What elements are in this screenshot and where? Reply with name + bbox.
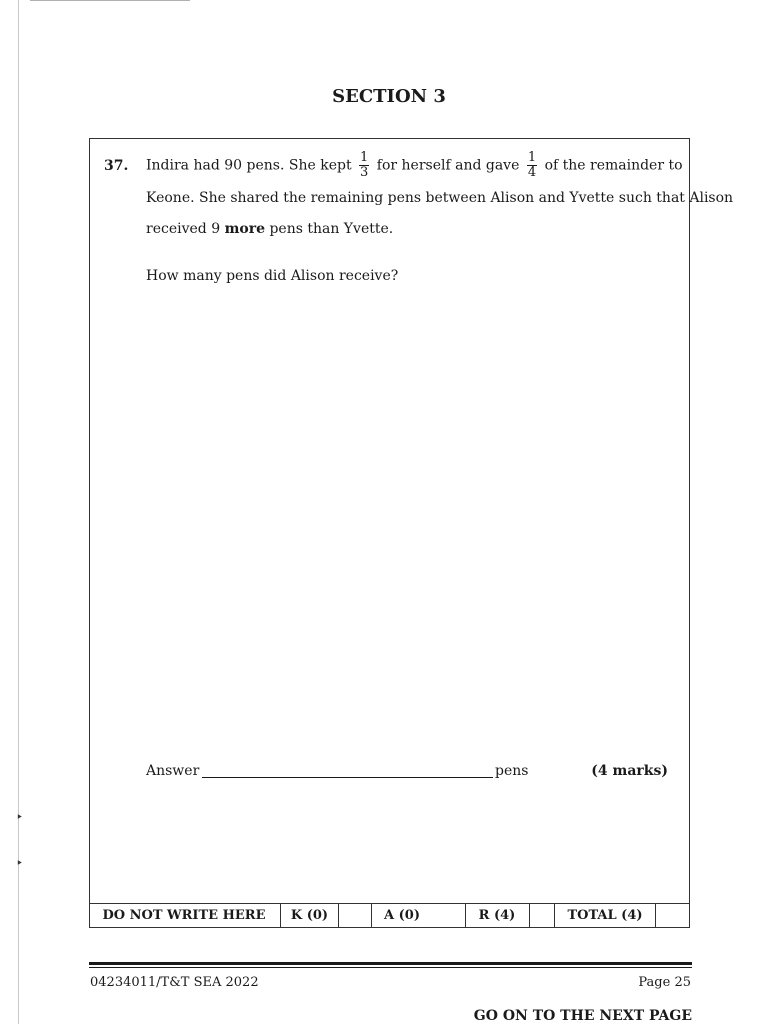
scan-edge-top: [30, 0, 190, 1]
scan-edge-left: [18, 0, 19, 1024]
question-text: of the remainder to: [544, 157, 683, 174]
question-line-3: [146, 221, 393, 237]
fraction-numerator: 1: [527, 150, 537, 165]
page-number: Page 25: [638, 975, 691, 990]
fraction-one-quarter: [527, 151, 537, 180]
question-box: [89, 138, 690, 928]
answer-unit: pens: [495, 763, 529, 779]
answer-row: [146, 763, 668, 783]
score-r-label: R (4): [478, 908, 516, 923]
margin-mark: ‣: [16, 856, 24, 870]
footer-rule: [89, 962, 692, 965]
question-prompt: How many pens did Alison receive?: [146, 268, 399, 284]
score-label: DO NOT WRITE HERE: [102, 908, 266, 923]
score-total-label: TOTAL (4): [567, 908, 643, 923]
question-text: Indira had 90 pens. She kept: [146, 157, 352, 174]
emphasis-more: more: [224, 221, 265, 237]
fraction-denominator: 4: [527, 165, 537, 180]
section-title: SECTION 3: [332, 86, 446, 107]
question-text: for herself and gave: [376, 157, 520, 174]
question-text: received 9: [146, 221, 221, 237]
question-number: 37.: [104, 158, 129, 174]
next-page-notice: GO ON TO THE NEXT PAGE: [473, 1008, 692, 1024]
answer-marks: (4 marks): [591, 763, 668, 779]
fraction-numerator: 1: [360, 150, 369, 165]
question-line-2: Keone. She shared the remaining pens between Alison and Yvette such that Alison: [146, 190, 734, 206]
answer-input-line[interactable]: [202, 777, 493, 778]
question-text: pens than Yvette.: [269, 221, 394, 237]
answer-label: Answer: [146, 763, 200, 779]
score-r-cell: [530, 904, 554, 928]
score-row: [89, 903, 690, 928]
footer-code: 04234011/T&T SEA 2022: [90, 975, 259, 990]
score-total-cell: [656, 904, 688, 928]
fraction-denominator: 3: [360, 165, 369, 180]
score-k-cell: [339, 904, 371, 928]
score-k-label: K (0): [290, 908, 329, 923]
margin-mark: ‣: [16, 810, 24, 824]
footer-rule: [89, 967, 692, 968]
question-line-1: [146, 151, 683, 180]
fraction-one-third: [359, 151, 369, 180]
score-a-label: A (0): [384, 908, 420, 923]
